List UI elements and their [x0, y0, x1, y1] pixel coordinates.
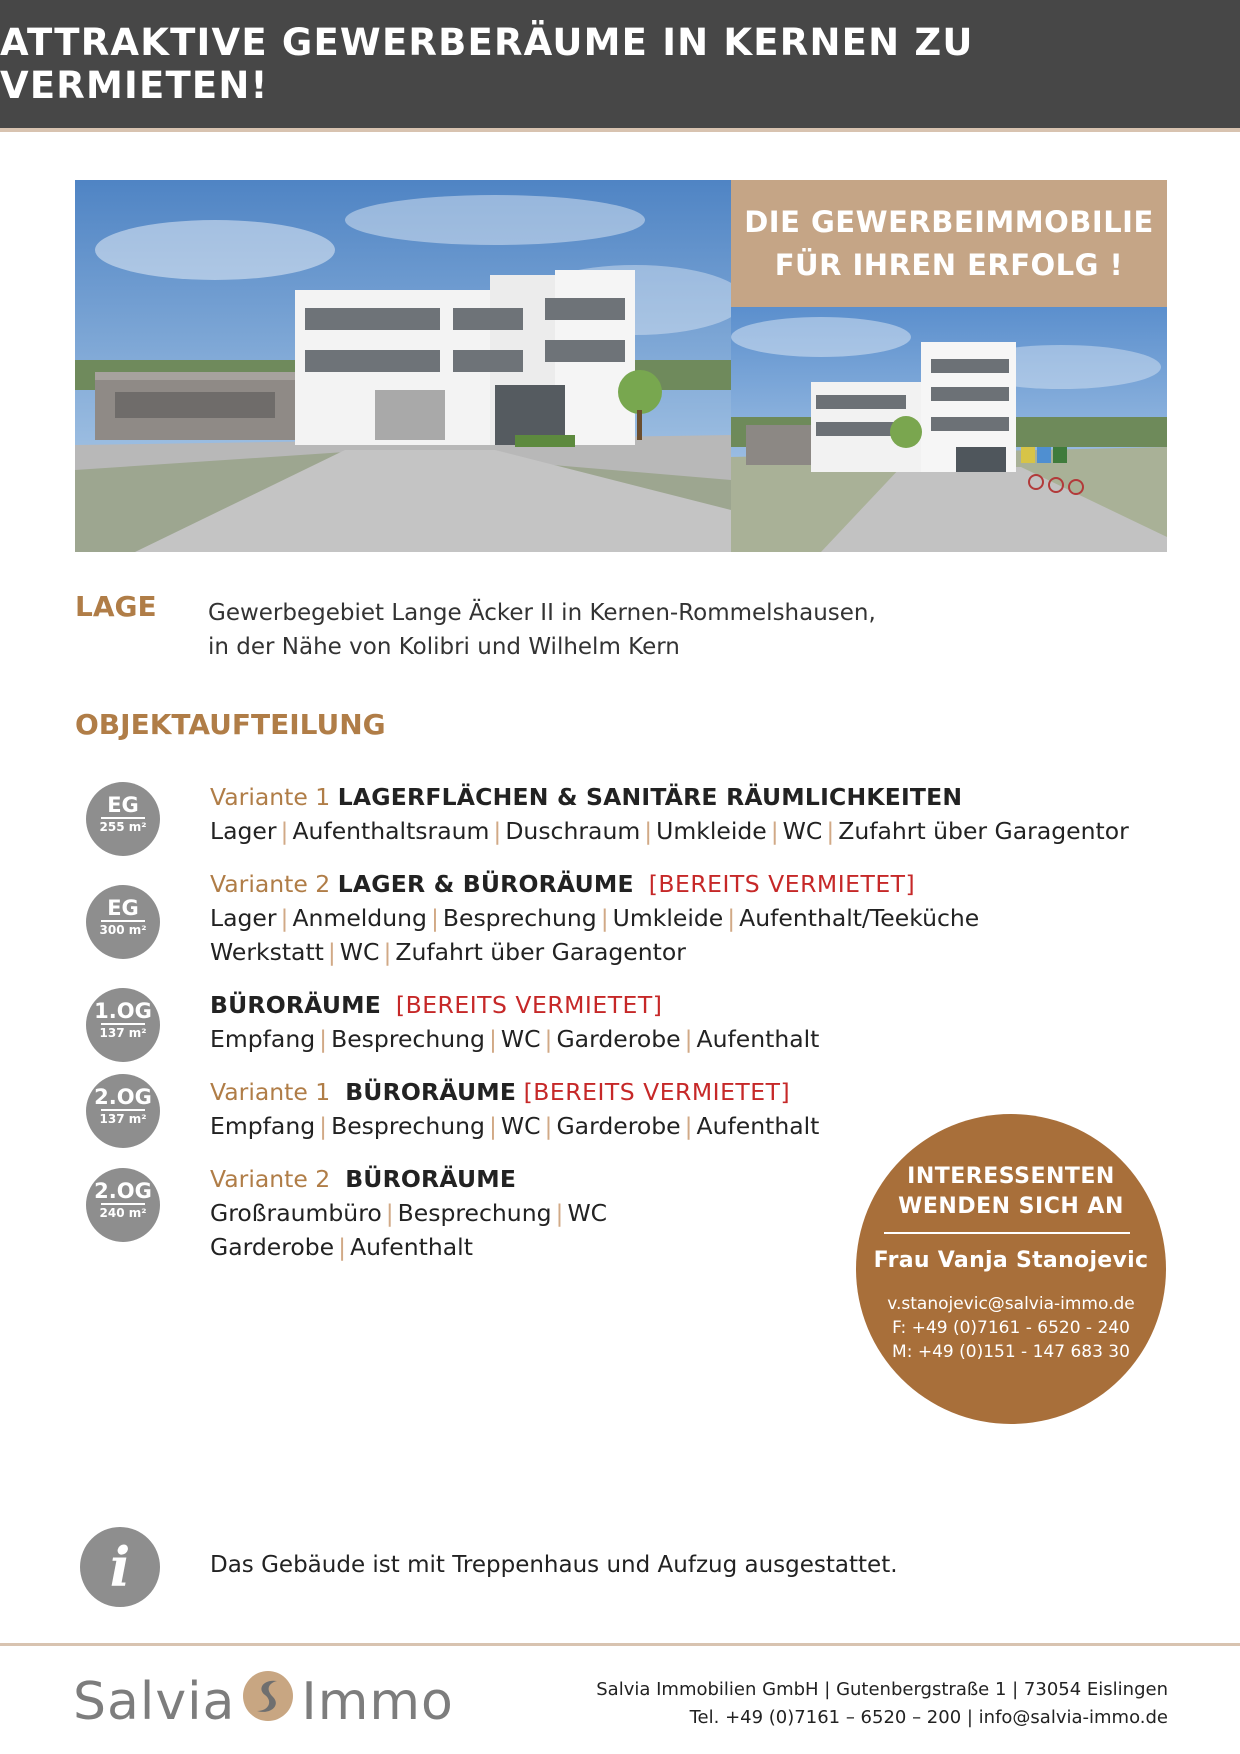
badge-divider	[101, 1203, 145, 1205]
tagline-line-2: FÜR IHREN ERFOLG !	[774, 247, 1124, 282]
contact-details	[856, 1292, 1166, 1364]
variant-label: Variante 1	[210, 783, 331, 811]
badge-divider	[101, 1109, 145, 1111]
feature: WC	[782, 817, 823, 845]
feature: Lager	[210, 904, 277, 932]
variant-label: Variante 2	[210, 870, 331, 898]
feature: Lager	[210, 817, 277, 845]
footer-address	[596, 1676, 1168, 1732]
item-caption: LAGER & BÜRORÄUME	[337, 870, 634, 898]
badge-divider	[101, 1023, 145, 1025]
contact-name: Frau Vanja Stanojevic	[873, 1248, 1149, 1273]
feature: Empfang	[210, 1025, 316, 1053]
floor-badge	[86, 782, 160, 856]
feature: Aufenthalt/Teeküche	[739, 904, 980, 932]
logo-text-left: Salvia	[73, 1672, 236, 1732]
variant-label: Variante 2	[210, 1165, 331, 1193]
feature-line: Empfang | Besprechung | WC | Garderobe | Aufenthalt	[210, 1112, 820, 1140]
floor-area: 255 m²	[99, 820, 147, 834]
page-title: ATTRAKTIVE GEWERBERÄUME IN KERNEN ZU VERMIETEN!	[0, 21, 974, 107]
tagline-line-1: DIE GEWERBEIMMOBILIE	[744, 205, 1154, 240]
feature: Aufenthalt	[696, 1025, 820, 1053]
feature: Besprechung	[331, 1112, 485, 1140]
feature: Garderobe	[556, 1112, 681, 1140]
lage-description	[208, 596, 876, 664]
feature: Besprechung	[331, 1025, 485, 1053]
feature: Aufenthalt	[350, 1233, 473, 1261]
feature: Großraumbüro	[210, 1199, 382, 1227]
floor-area: 137 m²	[99, 1026, 147, 1040]
floor-label: 2.OG	[94, 1085, 152, 1109]
feature: Zufahrt über Garagentor	[838, 817, 1129, 845]
logo-mark-icon	[241, 1669, 295, 1736]
item-caption: BÜRORÄUME	[345, 1078, 517, 1106]
lage-heading: LAGE	[75, 590, 157, 623]
feature: Aufenthalt	[696, 1112, 820, 1140]
objektaufteilung-heading: OBJEKTAUFTEILUNG	[75, 708, 386, 741]
lage-line-2: in der Nähe von Kolibri und Wilhelm Kern	[208, 634, 680, 660]
feature: WC	[567, 1199, 608, 1227]
feature-line: Werkstatt | WC | Zufahrt über Garagentor	[210, 938, 686, 966]
feature: Garderobe	[210, 1233, 335, 1261]
floor-badge	[86, 988, 160, 1062]
item-caption: BÜRORÄUME	[210, 991, 381, 1019]
feature: Besprechung	[397, 1199, 552, 1227]
objekt-item-eg-variante-2	[210, 867, 979, 969]
feature: WC	[500, 1112, 541, 1140]
floor-label: EG	[107, 896, 139, 920]
floor-label: 1.OG	[94, 999, 152, 1023]
feature-line: Garderobe | Aufenthalt	[210, 1233, 473, 1261]
floor-area: 137 m²	[99, 1112, 147, 1126]
badge-divider	[101, 817, 145, 819]
feature: Aufenthaltsraum	[292, 817, 490, 845]
contact-heading-line-1: INTERESSENTEN	[907, 1164, 1115, 1189]
contact-mobile[interactable]: M: +49 (0)151 - 147 683 30	[892, 1342, 1130, 1362]
header-bar	[0, 0, 1240, 132]
floor-badge	[86, 1168, 160, 1242]
objekt-item-2og-variante-2	[210, 1162, 607, 1264]
contact-circle	[856, 1114, 1166, 1424]
floor-area: 240 m²	[99, 1206, 147, 1220]
feature: Zufahrt über Garagentor	[395, 938, 686, 966]
feature: WC	[339, 938, 380, 966]
footer-line-1: Salvia Immobilien GmbH | Gutenbergstraße 1 | 73054 Eislingen	[596, 1679, 1168, 1700]
objekt-item-2og-variante-1	[210, 1075, 819, 1143]
item-caption: LAGERFLÄCHEN & SANITÄRE RÄUMLICHKEITEN	[337, 783, 963, 811]
floor-label: EG	[107, 793, 139, 817]
feature: Duschraum	[505, 817, 641, 845]
info-icon: i	[80, 1527, 160, 1607]
logo-text-right: Immo	[301, 1672, 454, 1732]
contact-phone[interactable]: F: +49 (0)7161 - 6520 - 240	[892, 1318, 1130, 1338]
feature: Umkleide	[656, 817, 767, 845]
badge-divider	[101, 920, 145, 922]
footer-divider	[0, 1643, 1240, 1646]
contact-divider	[884, 1232, 1130, 1234]
feature-line: Lager | Anmeldung | Besprechung | Umkleide | Aufenthalt/Teeküche	[210, 904, 980, 932]
feature-line: Empfang | Besprechung | WC | Garderobe | Aufenthalt	[210, 1025, 820, 1053]
building-rendering-front	[75, 180, 731, 552]
status-rented: [BEREITS VERMIETET]	[395, 991, 663, 1019]
building-rendering-side	[731, 307, 1167, 552]
objekt-item-1og	[210, 988, 819, 1056]
status-rented: [BEREITS VERMIETET]	[648, 870, 916, 898]
feature: WC	[500, 1025, 541, 1053]
feature: Empfang	[210, 1112, 316, 1140]
info-text: Das Gebäude ist mit Treppenhaus und Aufzug ausgestattet.	[210, 1552, 898, 1578]
floor-badge	[86, 885, 160, 959]
salvia-immo-logo	[73, 1672, 454, 1732]
floor-badge	[86, 1074, 160, 1148]
feature-line: Lager | Aufenthaltsraum | Duschraum | Umkleide | WC | Zufahrt über Garagentor	[210, 817, 1129, 845]
floor-area: 300 m²	[99, 923, 147, 937]
contact-email[interactable]: v.stanojevic@salvia-immo.de	[887, 1294, 1135, 1314]
feature: Besprechung	[442, 904, 597, 932]
variant-label: Variante 1	[210, 1078, 331, 1106]
objekt-item-eg-variante-1	[210, 780, 1129, 848]
status-rented: [BEREITS VERMIETET]	[523, 1078, 791, 1106]
feature-line: Großraumbüro | Besprechung | WC	[210, 1199, 608, 1227]
item-caption: BÜRORÄUME	[345, 1165, 517, 1193]
floor-label: 2.OG	[94, 1179, 152, 1203]
contact-heading	[856, 1162, 1166, 1222]
feature: Werkstatt	[210, 938, 324, 966]
lage-line-1: Gewerbegebiet Lange Äcker II in Kernen-Rommelshausen,	[208, 600, 876, 626]
tagline-box	[731, 180, 1167, 307]
feature: Anmeldung	[292, 904, 427, 932]
footer-line-2: Tel. +49 (0)7161 – 6520 – 200 | info@salvia-immo.de	[689, 1707, 1168, 1728]
contact-heading-line-2: WENDEN SICH AN	[898, 1194, 1124, 1219]
feature: Garderobe	[556, 1025, 681, 1053]
feature: Umkleide	[612, 904, 724, 932]
